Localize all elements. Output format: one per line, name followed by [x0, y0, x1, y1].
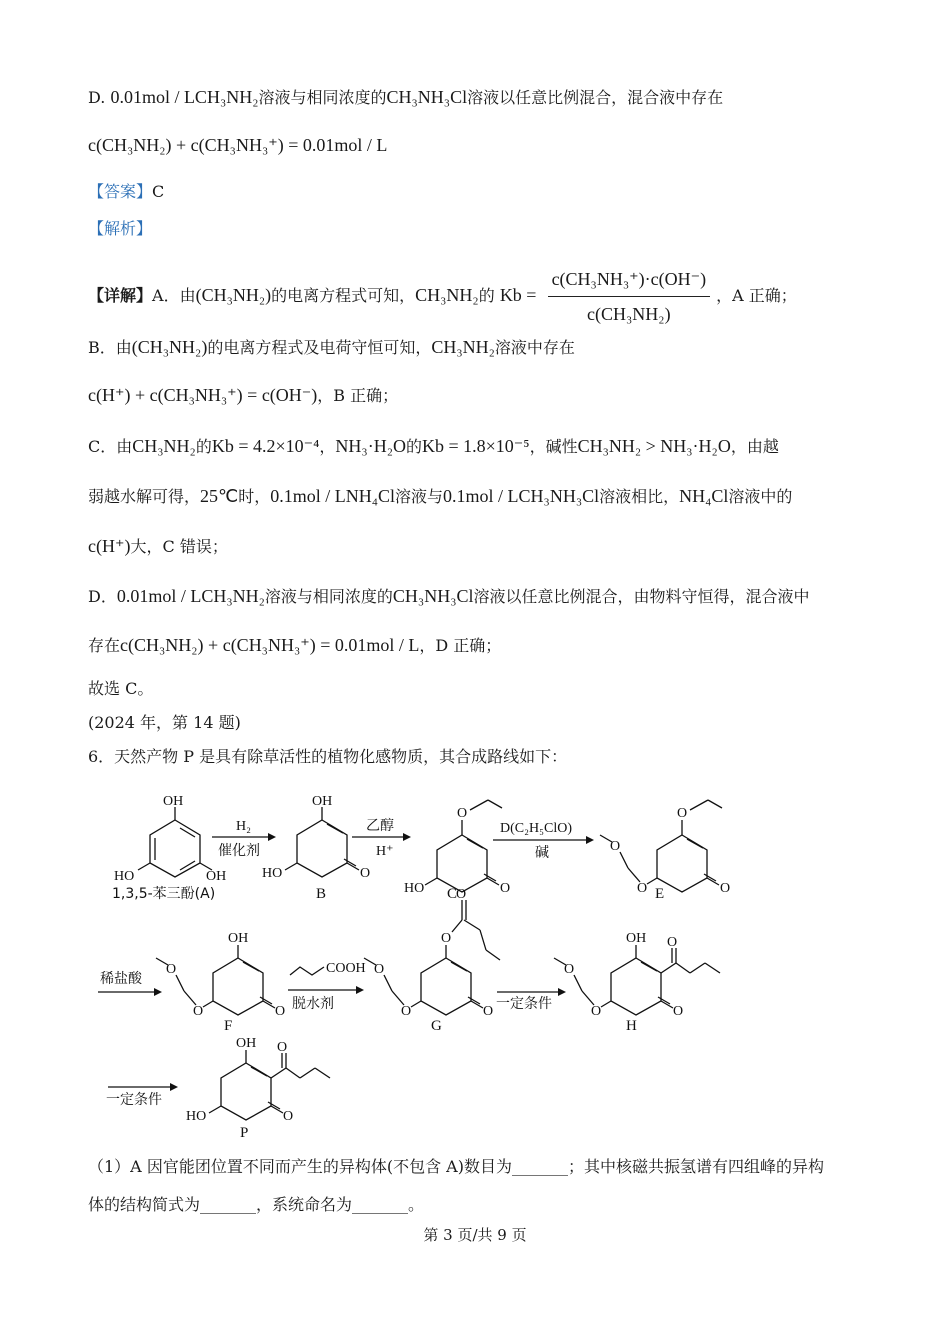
compound-a-structure: [112, 794, 226, 902]
text: 溶液以任意比例混合，由物料守恒得，混合液中: [473, 587, 810, 606]
text: 溶液中存在: [494, 338, 575, 357]
atom-label: O: [283, 1109, 294, 1124]
atom-label: O: [193, 1004, 204, 1019]
text: ，碱性: [529, 437, 578, 456]
atom-label: O: [374, 962, 385, 977]
detail-b-equation: [88, 384, 398, 407]
text: B．由: [88, 338, 132, 357]
atom-label: OH: [312, 794, 333, 809]
condition: 催化剂: [218, 843, 260, 859]
answer-tag: 【答案】: [88, 182, 153, 201]
formula: 25℃: [200, 486, 239, 506]
text: 时，: [238, 487, 271, 506]
kb-symbol: Kb =: [499, 285, 537, 305]
atom-label: O: [720, 881, 731, 896]
formula: 0.1mol / LCH₃NH₃Cl: [443, 486, 600, 506]
condition: H⁺: [376, 844, 394, 859]
fraction-numerator: c(CH₃NH₃⁺)·c(OH⁻): [548, 265, 711, 297]
reaction-arrow: [493, 821, 594, 861]
text: 大，C 错误；: [130, 537, 228, 556]
atom-label: O: [591, 1004, 602, 1019]
answer-line: [88, 181, 164, 203]
text: 6．天然产物 P 是具有除草活性的植物化感物质，其合成路线如下：: [88, 747, 568, 766]
reagent: D(C₂H₅ClO): [500, 821, 572, 836]
compound-label: F: [224, 1018, 233, 1034]
detail-c-line3: [88, 535, 228, 558]
equation: c(CH₃NH₂) + c(CH₃NH₃⁺) = 0.01mol / L: [88, 135, 388, 155]
compound-label: P: [240, 1125, 249, 1141]
atom-label: O: [564, 962, 575, 977]
text: ，: [319, 437, 336, 456]
text: ，A 正确；: [716, 286, 797, 305]
atom-label: OH: [163, 794, 184, 809]
atom-label: O: [275, 1004, 286, 1019]
text: A．由: [152, 286, 196, 305]
atom-label: OH: [236, 1036, 257, 1051]
synthesis-scheme: [0, 780, 950, 1150]
text: ，B 正确；: [317, 386, 399, 405]
atom-label: O: [401, 1004, 412, 1019]
compound-label: H: [626, 1018, 637, 1034]
atom-label: HO: [186, 1109, 207, 1124]
formula: (CH₃NH₂): [131, 337, 208, 357]
formula: CH₃NH₃Cl: [386, 87, 468, 107]
detail-c: [88, 435, 779, 458]
equation: c(CH₃NH₂) + c(CH₃NH₃⁺) = 0.01mol / L: [120, 635, 420, 655]
atom-label: O: [360, 866, 371, 881]
option-label: D.: [88, 88, 106, 107]
text: 弱越水解可得，: [88, 487, 201, 506]
answer-value: C: [152, 182, 165, 201]
atom-label: HO: [404, 881, 425, 896]
formula: CH₃NH₂: [415, 285, 479, 305]
atom-label: OH: [206, 869, 227, 884]
atom-label: O: [441, 931, 452, 946]
atom-label: O: [483, 1004, 494, 1019]
formula: NH₄Cl: [679, 486, 729, 506]
reaction-arrow: [212, 819, 276, 859]
text: 的: [195, 437, 212, 456]
option-d-equation: [88, 134, 387, 157]
text: 的电离方程式及电荷守恒可知，: [207, 338, 432, 357]
option-d-question: [88, 86, 723, 109]
equation: c(H⁺) + c(CH₃NH₃⁺) = c(OH⁻): [88, 385, 318, 405]
compound-g-structure: [364, 887, 500, 1034]
page-footer: 第 3 页/共 9 页: [423, 1226, 527, 1244]
detail-c-line2: [88, 485, 792, 508]
compound-label: G: [431, 1018, 442, 1034]
text: 溶液与: [395, 487, 444, 506]
formula: NH₃·H₂O: [335, 436, 406, 456]
detail-a: [88, 265, 797, 328]
formula: 0.01mol / LCH₃NH₂: [110, 87, 259, 107]
reaction-arrow: [496, 988, 566, 1012]
question6-intro: [88, 746, 567, 768]
atom-label: OH: [228, 931, 249, 946]
reaction-arrow: [352, 818, 411, 859]
formula: Kb = 4.2×10⁻⁴: [211, 436, 320, 456]
atom-label: O: [166, 962, 177, 977]
reaction-arrow: [98, 970, 162, 996]
atom-label: O: [667, 935, 678, 950]
kb-fraction: [548, 265, 711, 328]
compound-p-structure: [186, 1036, 330, 1141]
text: 溶液与相同浓度的: [264, 587, 393, 606]
condition: 一定条件: [106, 1092, 162, 1108]
text: 故选 C。: [88, 679, 154, 698]
text: 的电离方程式可知，: [271, 286, 416, 305]
atom-label: O: [456, 887, 467, 902]
condition: 一定条件: [496, 996, 552, 1012]
formula: Kb = 1.8×10⁻⁵: [421, 436, 530, 456]
atom-label: HO: [262, 866, 283, 881]
text: C．由: [88, 437, 133, 456]
text: 溶液中的: [728, 487, 793, 506]
compound-label: B: [316, 886, 327, 902]
formula: (CH₃NH₂): [195, 285, 272, 305]
reagent: 乙醇: [366, 818, 394, 834]
text: 的: [478, 286, 495, 305]
fraction-denominator: c(CH₃NH₂): [587, 304, 671, 324]
analysis-line: [88, 218, 152, 240]
formula: CH₃NH₂ > NH₃·H₂O: [577, 436, 731, 456]
atom-label: OH: [626, 931, 647, 946]
text: ，D 正确；: [419, 636, 502, 655]
compound-label: C: [447, 886, 458, 902]
compound-label: E: [655, 886, 665, 902]
reagent: 稀盐酸: [100, 971, 142, 987]
atom-label: O: [673, 1004, 684, 1019]
reaction-arrow: [106, 1083, 178, 1108]
text: 溶液与相同浓度的: [258, 88, 387, 107]
text: ，由越: [730, 437, 779, 456]
atom-label: O: [677, 806, 688, 821]
detail-b: [88, 336, 575, 359]
text: 溶液以任意比例混合，混合液中存在: [467, 88, 724, 107]
compound-h-structure: [554, 931, 720, 1034]
compound-e-structure: [600, 800, 730, 902]
condition: 碱: [535, 845, 549, 861]
compound-b-structure: [262, 794, 370, 902]
formula: CH₃NH₂: [132, 436, 196, 456]
compound-f-structure: [156, 931, 285, 1034]
atom-label: O: [457, 806, 468, 821]
text: 存在: [88, 636, 121, 655]
text: 的: [405, 437, 422, 456]
formula: c(H⁺): [88, 536, 131, 556]
atom-label: O: [500, 881, 511, 896]
text: 体的结构简式为_______，系统命名为_______。: [88, 1195, 425, 1214]
formula: 0.01mol / LCH₃NH₂: [116, 586, 265, 606]
detail-d-line2: [88, 634, 501, 657]
source-line: [88, 712, 241, 734]
condition: 脱水剂: [292, 996, 334, 1012]
atom-label: O: [610, 839, 621, 854]
reagent: COOH: [326, 961, 366, 976]
conclusion: [88, 678, 153, 700]
detail-tag: 【详解】: [88, 286, 153, 305]
formula: CH₃NH₂: [431, 337, 495, 357]
text: 溶液相比，: [599, 487, 680, 506]
atom-label: HO: [114, 869, 135, 884]
source: (2024 年，第 14 题): [88, 713, 241, 732]
analysis-tag: 【解析】: [88, 219, 153, 238]
compound-a-name: 1,3,5-苯三酚(A): [112, 886, 216, 902]
atom-label: O: [277, 1040, 288, 1055]
text: （1）A 因官能团位置不同而产生的异构体(不包含 A)数目为_______；其中核磁共振氢谱有四组峰的异构: [88, 1157, 824, 1176]
question6-part1-line1: [88, 1156, 824, 1178]
formula: CH₃NH₃Cl: [392, 586, 474, 606]
formula: 0.1mol / LNH₄Cl: [270, 486, 396, 506]
reagent: H₂: [236, 819, 251, 834]
text: D．: [88, 587, 117, 606]
detail-d: [88, 585, 810, 608]
question6-part1-line2: [88, 1194, 424, 1216]
reaction-arrow: [288, 961, 366, 1012]
atom-label: O: [637, 881, 648, 896]
